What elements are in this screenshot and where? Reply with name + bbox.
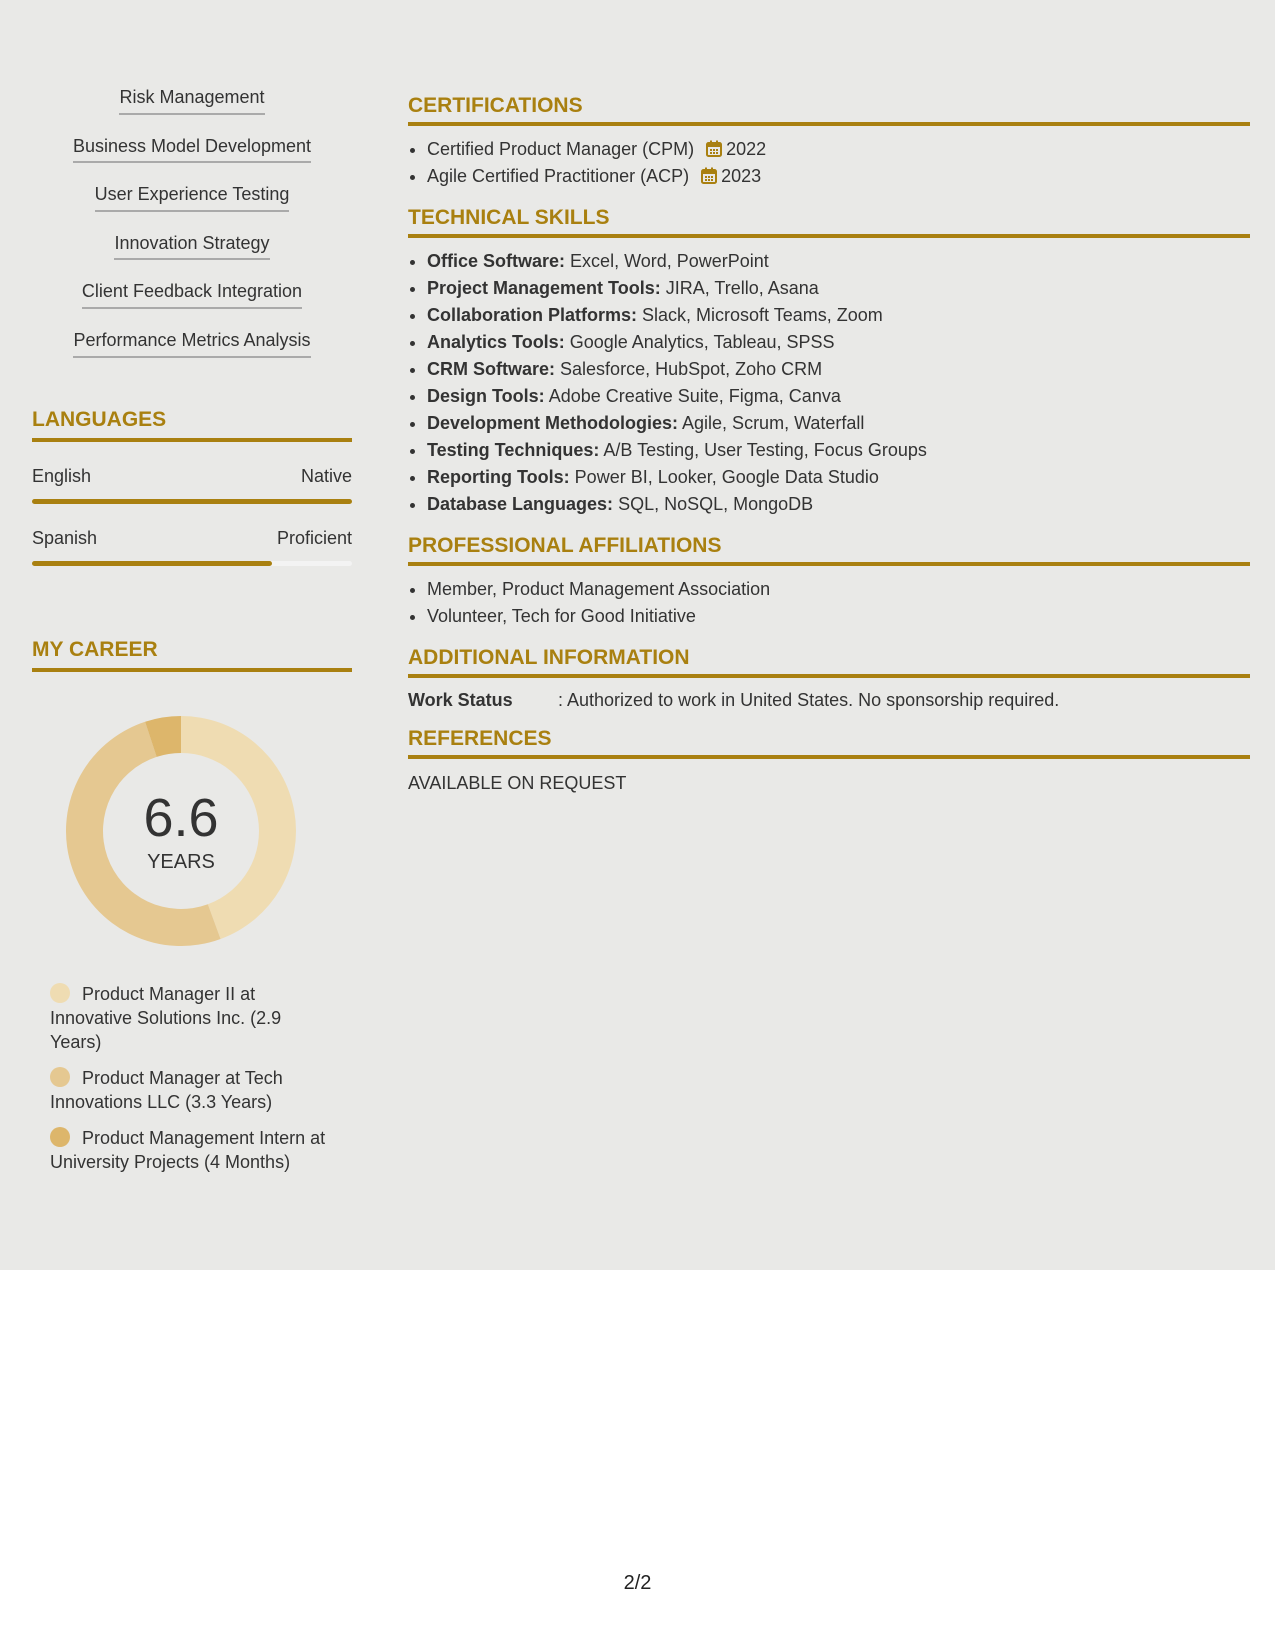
career-legend-label: Product Manager II at Innovative Solutions Inc. (2.9 Years) [50,983,282,1052]
skill-values: Slack, Microsoft Teams, Zoom [642,305,883,325]
career-legend-label: Product Management Intern at University Projects (4 Months) [50,1127,326,1172]
career-legend-item [50,1066,330,1114]
skill-tag: Innovation Strategy [114,226,269,261]
skill-category: Testing Techniques: [427,440,600,460]
technical-skill-item [427,356,1250,383]
right-column [408,94,1250,810]
skill-values: A/B Testing, User Testing, Focus Groups [603,440,927,460]
technical-skill-item [427,383,1250,410]
skill-values: Adobe Creative Suite, Figma, Canva [548,386,841,406]
skill-tag: Client Feedback Integration [82,274,302,309]
skill-values: JIRA, Trello, Asana [665,278,819,298]
skill-category: Design Tools: [427,386,545,406]
certification-name: Certified Product Manager (CPM) [427,139,695,159]
additional-info-section [408,646,1250,711]
languages-heading: LANGUAGES [32,408,352,442]
skill-tag: Performance Metrics Analysis [73,323,310,358]
language-item [32,466,352,504]
career-total-unit: YEARS [147,851,215,874]
technical-skill-item [427,437,1250,464]
work-status-label: Work Status [408,690,513,710]
language-name: English [32,465,92,486]
skill-category: Project Management Tools: [427,278,661,298]
legend-dot [50,983,70,1003]
certifications-heading: CERTIFICATIONS [408,94,1250,126]
affiliations-section [408,534,1250,630]
skill-category: Collaboration Platforms: [427,305,638,325]
skill-tags [32,80,352,372]
references-section [408,727,1250,794]
certification-year: 2023 [721,166,762,186]
legend-dot [50,1127,70,1147]
skill-category: Reporting Tools: [427,467,570,487]
certification-item [427,163,1250,190]
language-proficiency-bar [32,561,352,566]
career-legend-label: Product Manager at Tech Innovations LLC (3.3 Years) [50,1067,283,1112]
affiliation-item: • Volunteer, Tech for Good Initiative [427,603,1250,630]
language-proficiency-bar [32,499,352,504]
skill-category: CRM Software: [427,359,556,379]
career-heading: MY CAREER [32,638,352,672]
technical-skill-item [427,464,1250,491]
technical-skill-item [427,491,1250,518]
technical-skill-item [427,275,1250,302]
skill-values: Excel, Word, PowerPoint [570,251,769,271]
certification-item [427,136,1250,163]
technical-skill-item [427,329,1250,356]
career-legend-item [50,982,330,1054]
additional-info-heading: ADDITIONAL INFORMATION [408,646,1250,678]
calendar-icon [706,140,722,157]
language-proficiency-fill [32,499,352,504]
skill-values: Google Analytics, Tableau, SPSS [569,332,835,352]
career-legend-item [50,1126,330,1174]
career-total-value: 6.6 [143,788,219,849]
skill-category: Analytics Tools: [427,332,565,352]
career-legend [50,982,330,1174]
calendar-icon [701,167,717,184]
references-heading: REFERENCES [408,727,1250,759]
work-status-value: : Authorized to work in United States. No sponsorship required. [558,690,1060,710]
skill-values: Agile, Scrum, Waterfall [682,413,865,433]
technical-skills-heading: TECHNICAL SKILLS [408,206,1250,238]
skill-tag: Risk Management [119,80,264,115]
technical-skill-item [427,410,1250,437]
skill-values: SQL, NoSQL, MongoDB [618,494,814,514]
certification-name: Agile Certified Practitioner (ACP) [427,166,690,186]
page-number: 2/2 [623,1572,652,1594]
skill-category: Office Software: [427,251,566,271]
language-level: Proficient [276,527,352,548]
skill-values: Power BI, Looker, Google Data Studio [574,467,879,487]
skill-category: Database Languages: [427,494,614,514]
certification-year: 2022 [726,139,767,159]
language-proficiency-fill [32,561,272,566]
left-column [32,80,352,1186]
skill-values: Salesforce, HubSpot, Zoho CRM [560,359,823,379]
language-name: Spanish [32,527,98,548]
skill-tag: Business Model Development [73,129,311,164]
skill-category: Development Methodologies: [427,413,679,433]
language-level: Native [300,465,352,486]
career-donut-chart [66,716,296,946]
skill-tag: User Experience Testing [95,177,290,212]
legend-dot [50,1067,70,1087]
technical-skills-section [408,206,1250,518]
affiliations-heading: PROFESSIONAL AFFILIATIONS [408,534,1250,566]
certifications-section [408,94,1250,190]
references-text: AVAILABLE ON REQUEST [408,773,627,793]
language-item [32,528,352,566]
technical-skill-item [427,248,1250,275]
technical-skill-item [427,302,1250,329]
affiliation-item: • Member, Product Management Association [427,576,1250,603]
